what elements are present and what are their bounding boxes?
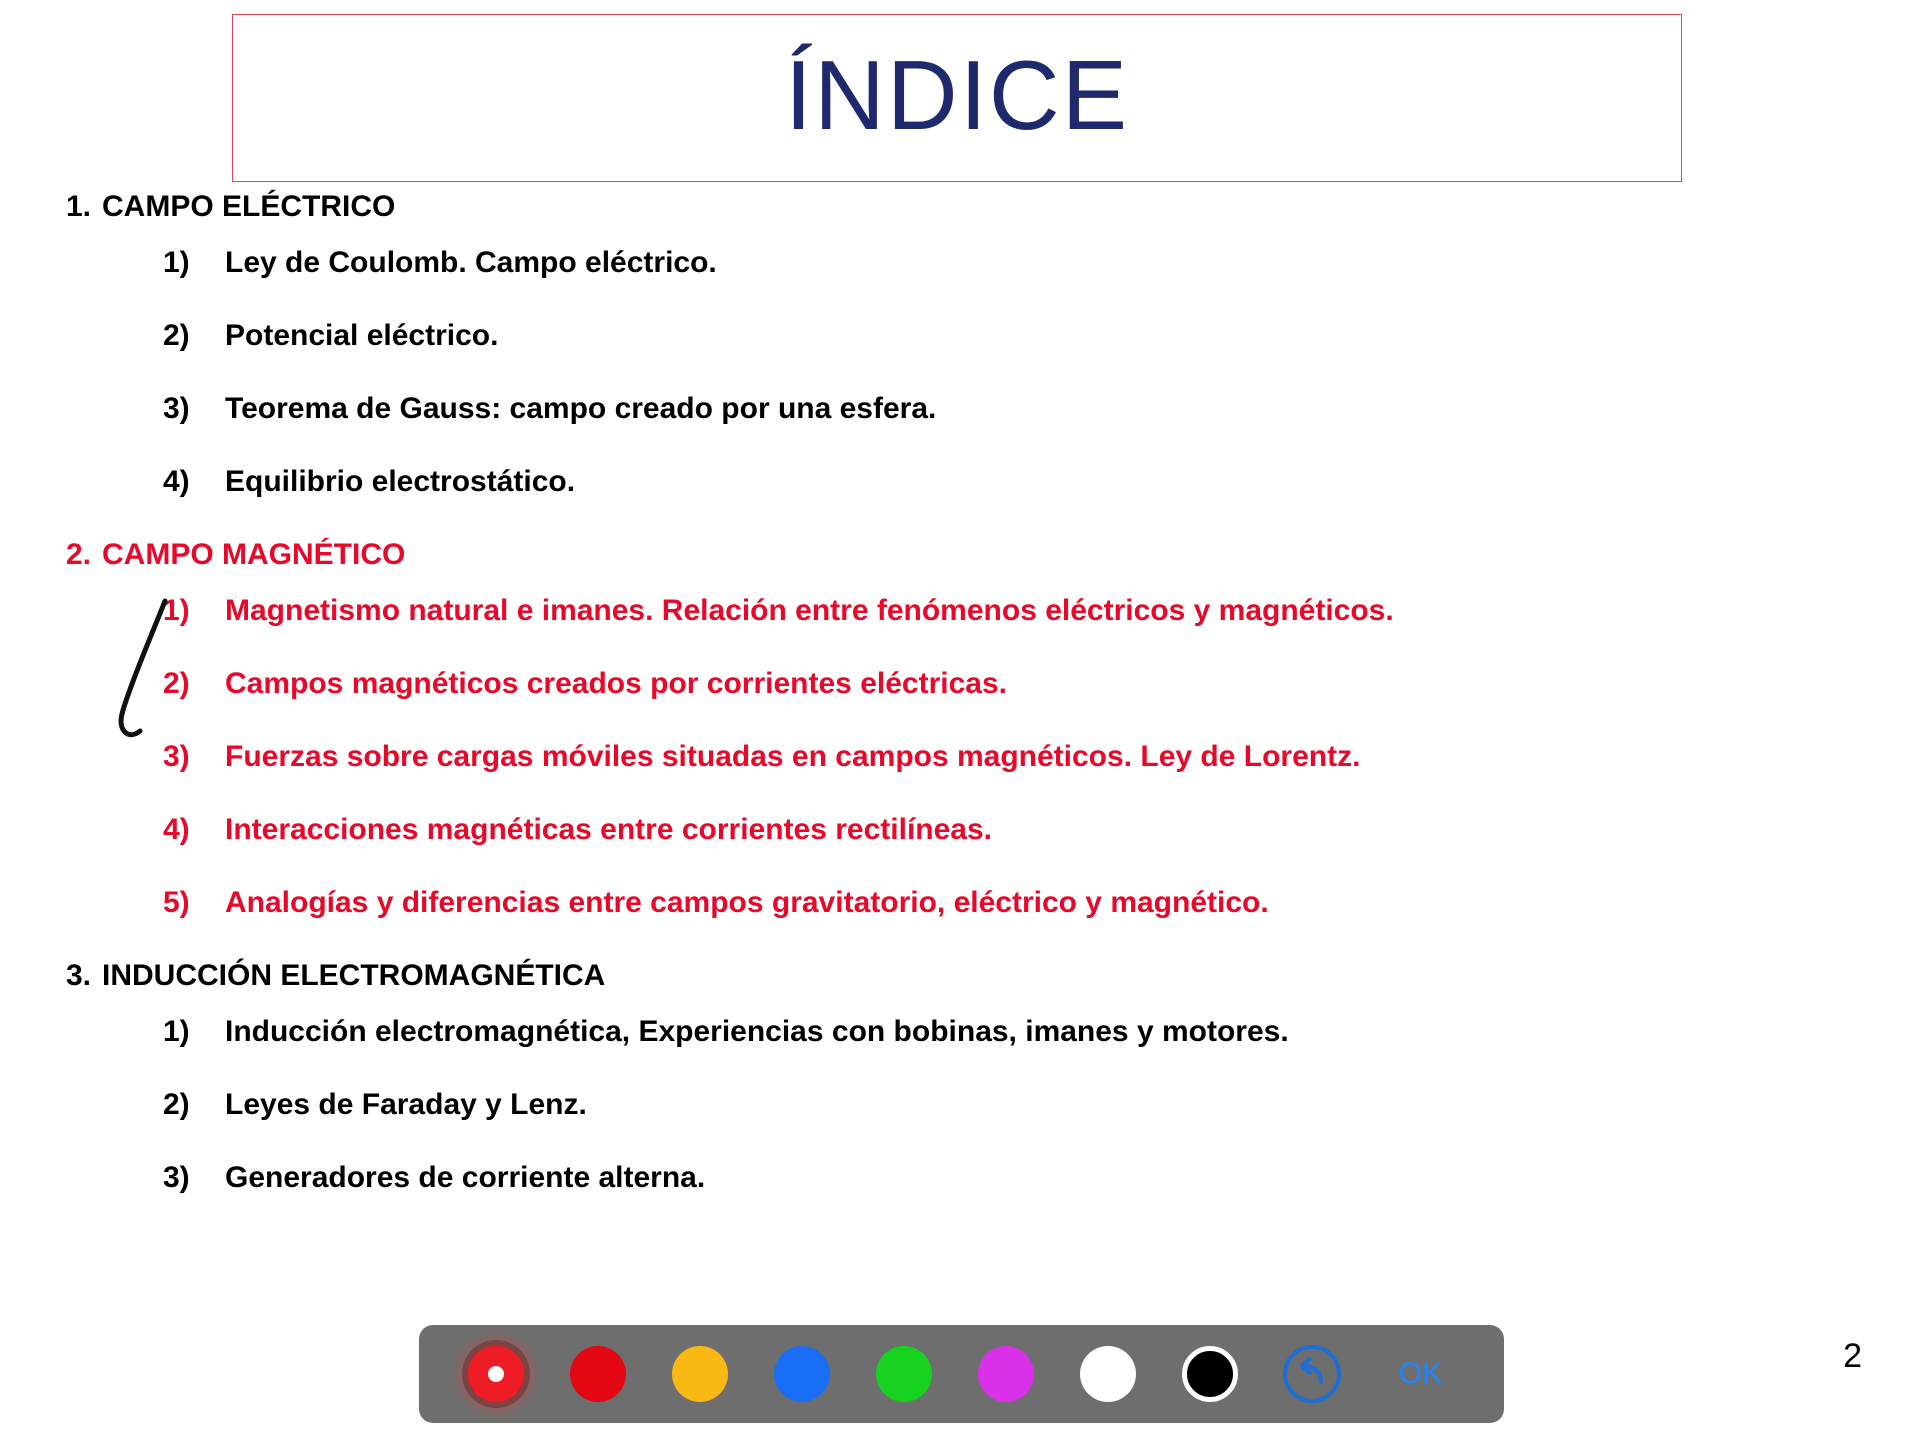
- pen-color-red-button[interactable]: [547, 1325, 649, 1423]
- pen-color-black-button[interactable]: [1159, 1325, 1261, 1423]
- list-item-number: 2): [163, 319, 190, 352]
- ok-button[interactable]: [1363, 1357, 1478, 1391]
- list-item-label: Inducción electromagnética, Experiencias con bobinas, imanes y motores.: [225, 1015, 1289, 1048]
- list-item-number: 4): [163, 465, 190, 498]
- list-item-number: 1): [163, 594, 190, 627]
- pen-color-amber-icon: [672, 1346, 728, 1402]
- list-item-number: 3): [163, 392, 190, 425]
- pen-color-red-selected-button[interactable]: [445, 1325, 547, 1423]
- list-item-label: Leyes de Faraday y Lenz.: [225, 1088, 587, 1121]
- list-item: [0, 392, 1920, 465]
- list-item: [0, 886, 1920, 959]
- section-label: CAMPO MAGNÉTICO: [102, 538, 406, 571]
- list-item-number: 2): [163, 1088, 190, 1121]
- list-item-label: Potencial eléctrico.: [225, 319, 499, 352]
- list-item-number: 2): [163, 667, 190, 700]
- list-item-label: Fuerzas sobre cargas móviles situadas en campos magnéticos. Ley de Lorentz.: [225, 740, 1361, 773]
- pen-color-red-icon: [570, 1346, 626, 1402]
- undo-button[interactable]: [1261, 1343, 1363, 1405]
- list-item: [0, 594, 1920, 667]
- list-item-number: 3): [163, 1161, 190, 1194]
- pen-color-white-icon: [1080, 1346, 1136, 1402]
- undo-arrow-icon: [1281, 1343, 1343, 1405]
- list-item-label: Generadores de corriente alterna.: [225, 1161, 706, 1194]
- pen-color-magenta-button[interactable]: [955, 1325, 1057, 1423]
- pen-color-blue-icon: [774, 1346, 830, 1402]
- ok-button-label: OK: [1398, 1357, 1442, 1390]
- section-heading: [0, 538, 1920, 594]
- section-label: CAMPO ELÉCTRICO: [102, 190, 396, 223]
- list-item-label: Analogías y diferencias entre campos gravitatorio, eléctrico y magnético.: [225, 886, 1269, 919]
- list-item: [0, 1015, 1920, 1088]
- list-item: [0, 1088, 1920, 1161]
- pen-color-amber-button[interactable]: [649, 1325, 751, 1423]
- page-number: 2: [1843, 1337, 1862, 1375]
- list-item-number: 4): [163, 813, 190, 846]
- list-item-number: 1): [163, 246, 190, 279]
- outline-list: [0, 190, 1920, 1234]
- section-heading: [0, 959, 1920, 1015]
- pen-color-white-button[interactable]: [1057, 1325, 1159, 1423]
- list-item: [0, 667, 1920, 740]
- list-item: [0, 813, 1920, 886]
- pen-color-red-selected-icon: [468, 1346, 524, 1402]
- section-label: INDUCCIÓN ELECTROMAGNÉTICA: [102, 959, 606, 992]
- list-item: [0, 740, 1920, 813]
- list-item-number: 1): [163, 1015, 190, 1048]
- section-number: 2.: [66, 538, 92, 571]
- list-item-label: Campos magnéticos creados por corrientes eléctricas.: [225, 667, 1007, 700]
- list-item-label: Interacciones magnéticas entre corrientes rectilíneas.: [225, 813, 993, 846]
- section-number: 3.: [66, 959, 92, 992]
- pen-color-blue-button[interactable]: [751, 1325, 853, 1423]
- outline-section-1: [0, 190, 1920, 538]
- list-item: [0, 246, 1920, 319]
- pen-color-green-icon: [876, 1346, 932, 1402]
- section-heading: [0, 190, 1920, 246]
- list-item-label: Ley de Coulomb. Campo eléctrico.: [225, 246, 717, 279]
- list-item-number: 3): [163, 740, 190, 773]
- list-item-label: Magnetismo natural e imanes. Relación entre fenómenos eléctricos y magnéticos.: [225, 594, 1394, 627]
- section-number: 1.: [66, 190, 92, 223]
- pen-color-green-button[interactable]: [853, 1325, 955, 1423]
- outline-section-2: [0, 538, 1920, 959]
- pen-color-magenta-icon: [978, 1346, 1034, 1402]
- list-item-number: 5): [163, 886, 190, 919]
- list-item-label: Equilibrio electrostático.: [225, 465, 576, 498]
- outline-section-3: [0, 959, 1920, 1234]
- annotation-toolbar[interactable]: [419, 1325, 1504, 1423]
- page-title: ÍNDICE: [784, 40, 1130, 150]
- list-item: [0, 1161, 1920, 1234]
- slide-title-box: [232, 14, 1682, 182]
- pen-color-black-icon: [1182, 1346, 1238, 1402]
- list-item: [0, 319, 1920, 392]
- list-item-label: Teorema de Gauss: campo creado por una esfera.: [225, 392, 937, 425]
- list-item: [0, 465, 1920, 538]
